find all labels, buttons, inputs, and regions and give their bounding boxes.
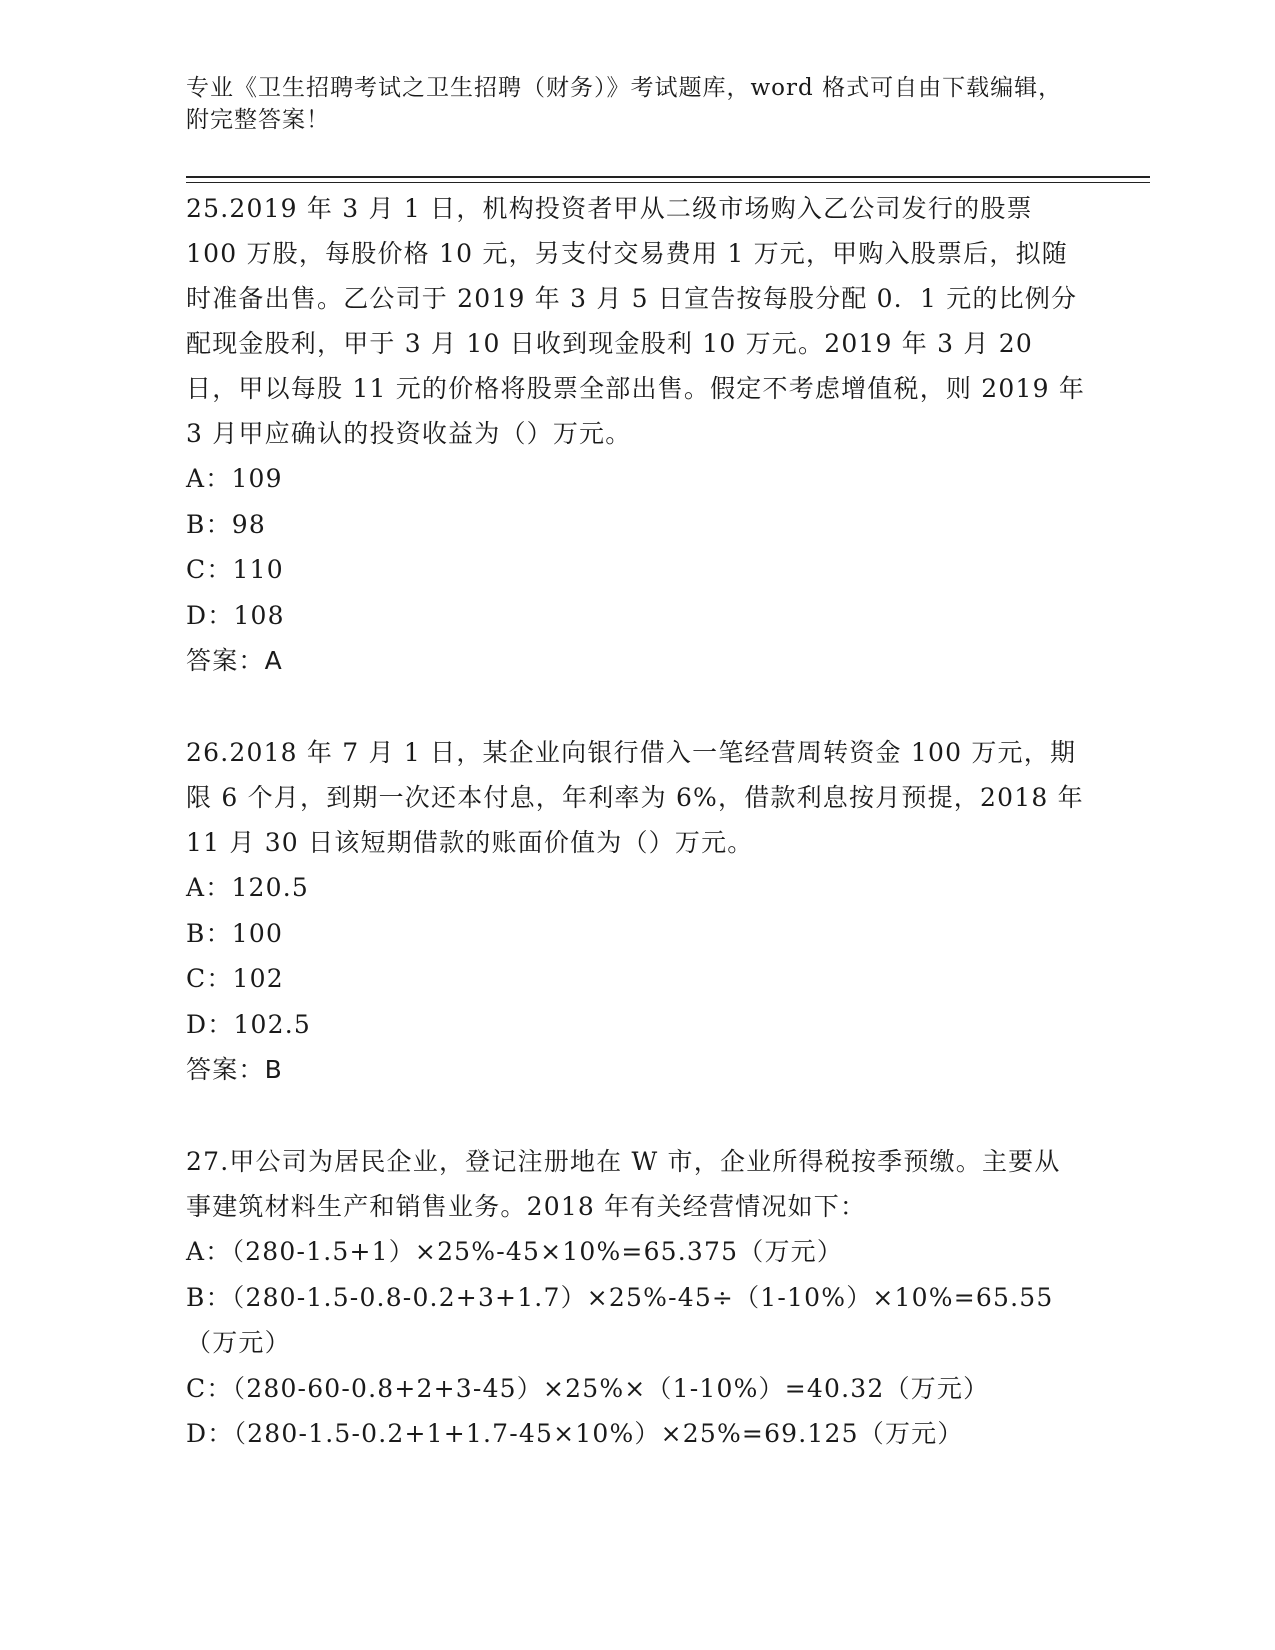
- question-spacer: [186, 684, 1086, 730]
- question-27: [186, 1139, 1086, 1457]
- option-b: B：100: [186, 918, 284, 948]
- option-a: A：（280-1.5+1）×25%-45×10%=65.375（万元）: [186, 1237, 844, 1266]
- header-divider-thin: [186, 182, 1150, 183]
- question-stem: 27.甲公司为居民企业，登记注册地在 W 市，企业所得税按季预缴。主要从事建筑材料生产和销售业务。2018 年有关经营情况如下：: [186, 1147, 1061, 1221]
- option-d: D：（280-1.5-0.2+1+1.7-45×10%）×25%=69.125（万元）: [186, 1419, 964, 1448]
- option-d: D：108: [186, 600, 285, 630]
- option-c: C：（280-60-0.8+2+3-45）×25%×（1-10%）=40.32（万元）: [186, 1373, 990, 1403]
- question-stem: 26.2018 年 7 月 1 日，某企业向银行借入一笔经营周转资金 100 万元，期限 6 个月，到期一次还本付息，年利率为 6%，借款利息按月预提，2018 年 11 月 30 日该短期借款的账面价值为（）万元。: [186, 738, 1084, 857]
- option-b: B：98: [186, 509, 266, 539]
- answer-label: 答案：A: [186, 646, 283, 675]
- question-list: [186, 186, 1086, 1457]
- question-26: [186, 730, 1086, 1093]
- question-spacer: [186, 1093, 1086, 1139]
- question-25: [186, 186, 1086, 684]
- header-divider-thick: [186, 176, 1150, 178]
- option-a: A：109: [186, 464, 283, 493]
- answer-label: 答案：B: [186, 1055, 283, 1084]
- document-header: 专业《卫生招聘考试之卫生招聘（财务）》考试题库，word 格式可自由下载编辑，附完整答案！: [186, 75, 1063, 133]
- option-d: D：102.5: [186, 1009, 312, 1039]
- option-a: A：120.5: [186, 873, 310, 902]
- option-b: B：（280-1.5-0.8-0.2+3+1.7）×25%-45÷（1-10%）×10%=65.55（万元）: [186, 1282, 1054, 1357]
- question-stem: 25.2019 年 3 月 1 日，机构投资者甲从二级市场购入乙公司发行的股票 100 万股，每股价格 10 元，另支付交易费用 1 万元，甲购入股票后，拟随时准备出售。乙公司于 2019 年 3 月 5 日宣告按每股分配 0．1 元的比例分配现金股利，甲于 3 月 10 日收到现金股利 10 万元。2019 年 3 月 20 日，甲以每股 11 元的价格将股票全部出售。假定不考虑增值税，则 2019 年 3 月甲应确认的投资收益为（）万元。: [186, 194, 1086, 448]
- option-c: C：102: [186, 964, 284, 993]
- option-c: C：110: [186, 555, 284, 584]
